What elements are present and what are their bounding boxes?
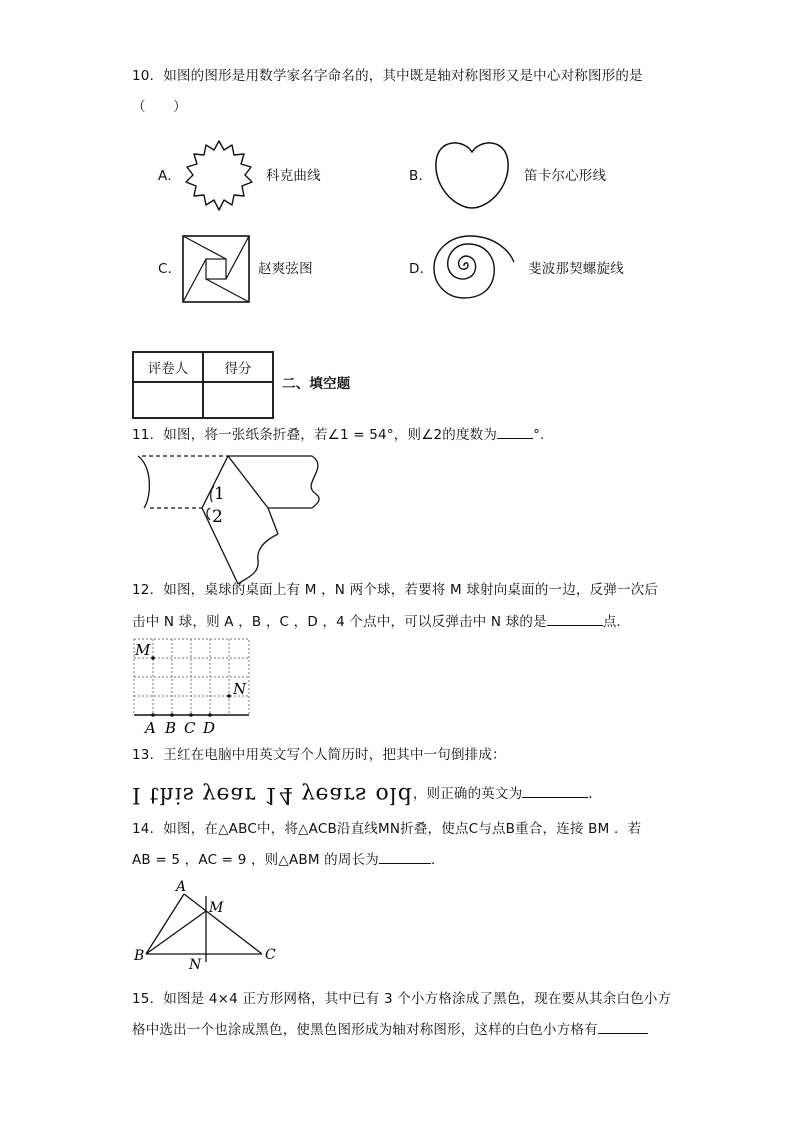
cardioid-figure — [432, 136, 512, 212]
score-table-score-cell — [203, 382, 273, 418]
koch-curve-figure — [180, 137, 258, 215]
q14-stem-line2 — [132, 849, 445, 870]
q15-stem-line1: 15．如图是 4×4 正方形网格，其中已有 3 个小方格涂成了黑色，现在要从其余白色小方 — [132, 991, 672, 1007]
q10-answer-paren: （ ） — [132, 99, 187, 115]
vertex-a-label: A — [176, 879, 187, 895]
q12-stem-line1: 12．如图，桌球的桌面上有 M ，N 两个球，若要将 M 球射向桌面的一边，反弹一次后 — [132, 582, 659, 598]
q10-option-c-label: 赵爽弦图 — [258, 261, 313, 277]
point-d-label: D — [203, 719, 216, 737]
point-a-label: A — [145, 719, 156, 737]
q13-answer-blank — [522, 783, 588, 798]
score-table — [132, 351, 274, 419]
triangle-fold-figure — [132, 878, 292, 972]
ball-m-label: M — [135, 641, 151, 659]
q14-stem-line1: 14．如图，在△ABC中，将△ACB沿直线MN折叠，使点C与点B重合，连接 BM ．若 — [132, 821, 642, 837]
q10-option-d-label: 斐波那契螺旋线 — [528, 261, 624, 277]
q10-option-b-letter: B． — [409, 168, 433, 184]
q14-stem-line2-text: AB = 5 ，AC = 9 ，则△ABM 的周长为 — [132, 852, 379, 868]
q10-option-a-label: 科克曲线 — [266, 168, 321, 184]
fibonacci-spiral-figure — [430, 232, 520, 300]
q14-answer-blank — [379, 849, 431, 864]
q13-answer-prompt: ，则正确的英文为 — [412, 786, 523, 802]
q12-stem-line2-text: 击中 N 球，则 A ，B ，C ，D ，4 个点中，可以反弹击中 N 球的是 — [132, 614, 547, 630]
point-c-label: C — [184, 719, 196, 737]
score-table-header-score: 得分 — [203, 352, 273, 382]
q12-stem-line2 — [132, 611, 630, 632]
score-table-grader-cell — [133, 382, 203, 418]
score-table-header-grader: 评卷人 — [133, 352, 203, 382]
q10-option-a-letter: A． — [158, 168, 182, 184]
q12-stem-line2-end: 点． — [602, 614, 631, 630]
zhao-shuang-figure — [182, 235, 250, 303]
q15-stem-line2 — [132, 1019, 648, 1040]
point-n-label: N — [189, 957, 202, 973]
q10-option-d-letter: D． — [409, 261, 434, 277]
q11-stem-end: °. — [533, 427, 545, 443]
angle-1-label: 1 — [214, 484, 225, 504]
q13-answer-line — [132, 783, 602, 805]
angle-2-label: 2 — [212, 507, 223, 527]
q13-stem: 13．王红在电脑中用英文写个人简历时，把其中一句倒排成： — [132, 747, 506, 763]
q14-stem-line2-end: ． — [431, 852, 445, 868]
point-m-label: M — [209, 900, 224, 916]
section-title: 二、填空题 — [282, 376, 351, 392]
ball-n-label: N — [233, 680, 247, 698]
q11-stem-text: 11．如图，将一张纸条折叠，若∠1 = 54°，则∠2的度数为 — [132, 427, 498, 443]
point-b-label: B — [165, 719, 177, 737]
q12-answer-blank — [547, 611, 603, 626]
folded-paper-figure — [130, 450, 330, 598]
q13-end: ． — [588, 786, 603, 802]
q11-stem — [132, 424, 545, 445]
q13-flipped-sentence: I this year 14 years old — [132, 782, 413, 807]
q15-stem-line2-text: 格中选出一个也涂成黑色，使黑色图形成为轴对称图形，这样的白色小方格有 — [132, 1022, 598, 1038]
q10-option-c-letter: C． — [158, 261, 182, 277]
q11-answer-blank — [497, 424, 533, 439]
vertex-b-label: B — [134, 948, 145, 964]
q10-option-b-label: 笛卡尔心形线 — [524, 168, 607, 184]
vertex-c-label: C — [265, 947, 276, 963]
q10-stem: 10．如图的图形是用数学家名字命名的，其中既是轴对称图形又是中心对称图形的是 — [132, 68, 643, 84]
q15-answer-blank — [598, 1019, 648, 1034]
billiard-table-figure — [132, 637, 252, 737]
